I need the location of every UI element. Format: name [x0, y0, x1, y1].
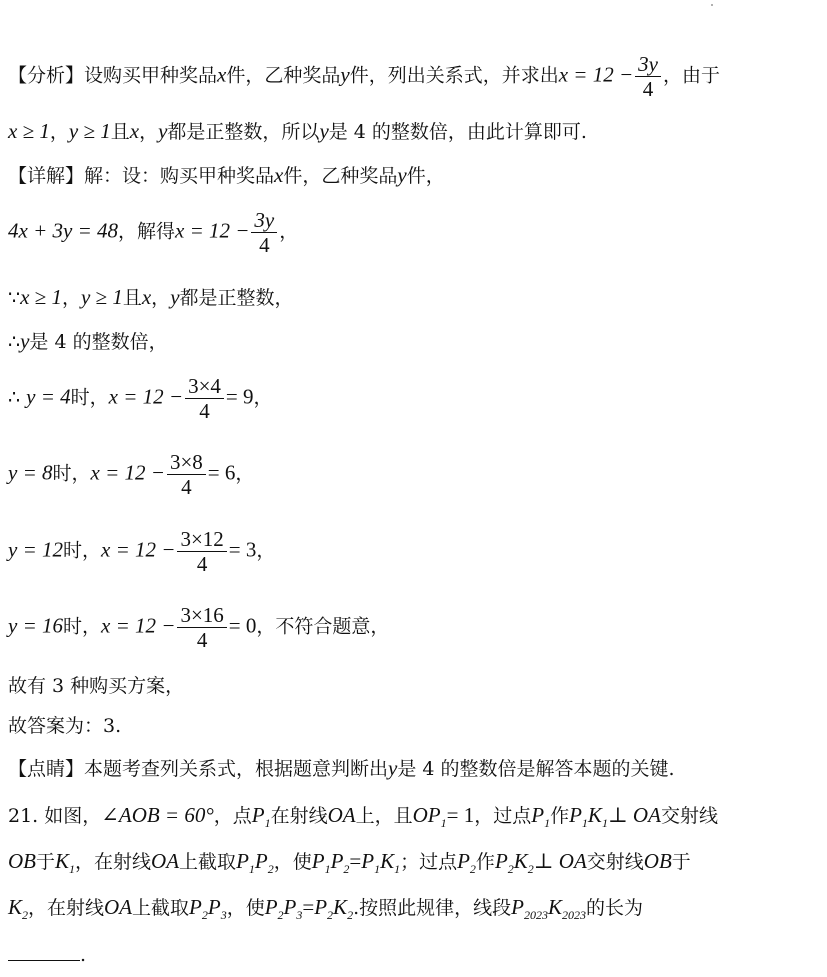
text: 本题考查列关系式，根据题意判断出	[84, 758, 389, 780]
analysis-tag: 【分析】	[8, 64, 85, 87]
text: .按照此规律，线段	[353, 897, 512, 919]
inequality: x ≥ 1	[20, 285, 62, 309]
subscript: 2	[22, 908, 29, 923]
text: 于	[36, 851, 56, 873]
text: .	[80, 944, 87, 966]
ray-oa: OA	[327, 803, 356, 827]
problem-21-line-2	[8, 848, 819, 882]
subscript: 1	[324, 862, 331, 877]
ray-ob: OB	[8, 849, 36, 873]
problem-21-line-3	[8, 894, 819, 928]
symbol: K	[513, 849, 528, 873]
symbol: K	[333, 895, 348, 919]
conclusion-line: 故有 3 种购买方案，	[8, 675, 185, 697]
subscript: 2	[343, 862, 350, 877]
symbol: P	[361, 849, 375, 873]
result: = 9	[225, 384, 254, 409]
var-x: x	[129, 119, 140, 143]
symbol: P	[314, 895, 328, 919]
text: ，在射线	[75, 851, 152, 873]
symbol: P	[207, 895, 221, 919]
segment-p2k2	[314, 895, 354, 923]
equation: x = 12 −	[175, 218, 250, 243]
inequality: y ≥ 1	[80, 285, 123, 309]
subscript: 2	[201, 908, 208, 923]
equals: =	[302, 895, 315, 919]
text: 于	[671, 851, 691, 873]
detail-equation-line	[8, 208, 819, 257]
text: 且	[122, 287, 142, 309]
text: 是 4 的整数倍是解答本题的关键.	[397, 758, 675, 780]
text: ，在射线	[28, 897, 105, 919]
subscript: 1	[581, 816, 588, 831]
symbol: K	[8, 895, 23, 919]
subscript: 1	[544, 816, 551, 831]
result: = 6	[207, 460, 236, 485]
symbol: P	[251, 803, 265, 827]
answer-blank-line	[8, 942, 819, 968]
point-k2	[8, 895, 29, 923]
fraction-numerator: 3y	[635, 52, 661, 77]
text: 时，	[70, 386, 109, 409]
comment-line	[8, 755, 819, 782]
text: 上截取	[132, 897, 190, 919]
subscript: 1	[374, 862, 381, 877]
point-p1	[251, 803, 271, 831]
symbol: P	[457, 849, 470, 873]
case-condition: y = 8	[8, 460, 53, 485]
subscript: 2	[469, 862, 476, 877]
equation: x = 12 −	[108, 384, 184, 409]
fraction-numerator: 3×8	[167, 450, 206, 475]
case-line-2	[8, 450, 819, 499]
subscript: 1	[248, 862, 255, 877]
subscript: 3	[296, 908, 303, 923]
text: ，点	[213, 805, 252, 827]
subscript: 2	[277, 908, 284, 923]
symbol: P	[254, 849, 268, 873]
case-line-4	[8, 603, 819, 652]
point-p2	[457, 849, 476, 877]
text: ，	[151, 287, 171, 309]
fraction	[251, 208, 277, 257]
text: 的长为	[585, 897, 643, 919]
text: ；过点	[400, 851, 458, 873]
result: = 3	[228, 537, 257, 562]
var-x: x	[141, 285, 152, 309]
text: 交射线	[586, 851, 644, 873]
therefore-symbol: ∴	[8, 386, 27, 409]
var-y: y	[397, 163, 407, 187]
fraction-numerator: 3×4	[185, 374, 224, 399]
case-line-3	[8, 527, 819, 576]
text: ，过点	[474, 805, 532, 827]
problem-21-line-1	[8, 802, 819, 836]
text: 件，列出关系式，并求出	[349, 64, 559, 87]
segment-p1k1	[569, 803, 608, 831]
segment-p2p3	[264, 895, 303, 923]
case-condition: y = 4	[26, 384, 71, 409]
fraction-numerator: 3×16	[177, 603, 226, 628]
text: 件，乙种奖品	[226, 64, 341, 87]
text: ，使	[273, 851, 312, 873]
case-condition: y = 12	[8, 537, 63, 562]
symbol: P	[569, 803, 582, 827]
symbol: K	[547, 895, 562, 919]
symbol: P	[283, 895, 297, 919]
fraction-numerator: 3×12	[177, 527, 226, 552]
text: 件，乙种奖品	[283, 165, 398, 187]
segment-p1k1	[361, 849, 401, 877]
text: ，	[235, 462, 255, 485]
answer-line: 故答案为：3.	[8, 715, 122, 737]
subscript: 2	[347, 908, 354, 923]
point-k1	[55, 849, 76, 877]
text: 作	[475, 851, 495, 873]
var-y: y	[388, 756, 398, 780]
fraction-numerator: 3y	[251, 208, 277, 233]
fraction	[167, 450, 206, 499]
text: ，由于	[662, 64, 720, 87]
inequality: x ≥ 1	[8, 119, 50, 143]
segment-p2k2	[494, 849, 534, 877]
fraction-denominator: 4	[196, 552, 208, 576]
symbol: P	[264, 895, 278, 919]
text: ，	[253, 386, 273, 409]
symbol: P	[189, 895, 202, 919]
segment-op1	[412, 803, 447, 831]
text: 上，且	[355, 805, 413, 827]
text: 在射线	[270, 805, 328, 827]
subscript: 2	[267, 862, 274, 877]
var-y: y	[170, 285, 180, 309]
comment-tag: 【点睛】	[8, 758, 85, 780]
segment-p2023k2023	[511, 895, 586, 923]
point-p1	[531, 803, 551, 831]
answer-blank[interactable]	[8, 942, 80, 961]
text: 件，	[406, 165, 445, 187]
symbol: P	[330, 849, 344, 873]
symbol: P	[494, 849, 508, 873]
text: 上截取	[179, 851, 237, 873]
segment-p1p2	[236, 849, 274, 877]
text: 都是正整数，	[179, 287, 294, 309]
equation: x = 12 −	[558, 62, 634, 87]
text: 时，	[52, 462, 91, 485]
text: ，	[49, 121, 69, 143]
equation: 4x + 3y = 48	[8, 218, 118, 243]
subscript: 2023	[561, 908, 586, 923]
inequality: y ≥ 1	[68, 119, 111, 143]
symbol: K	[380, 849, 395, 873]
case-condition: y = 16	[8, 613, 63, 638]
subscript: 2	[327, 908, 334, 923]
ray-ob: OB	[643, 849, 672, 873]
var-y: y	[340, 62, 350, 87]
equation: x = 12 −	[90, 460, 165, 485]
scan-speck	[711, 4, 713, 6]
symbol: P	[531, 803, 545, 827]
fraction-denominator: 4	[642, 77, 654, 101]
subscript: 2	[527, 862, 534, 877]
problem-number: 21. 如图，	[8, 805, 102, 827]
ray-oa: OA	[104, 895, 133, 919]
var-y: y	[319, 119, 329, 143]
therefore-symbol: ∴	[8, 331, 21, 353]
ray-oa: OA	[151, 849, 180, 873]
angle-expression: ∠AOB = 60°	[101, 803, 214, 827]
text: 时，	[63, 615, 102, 638]
subscript: 1	[264, 816, 271, 831]
symbol: P	[511, 895, 524, 919]
text: ，	[61, 287, 81, 309]
subscript: 1	[601, 816, 608, 831]
subscript: 2	[507, 862, 514, 877]
text: 解：设：购买甲种奖品	[84, 165, 275, 187]
because-line	[8, 284, 819, 311]
subscript: 1	[440, 816, 447, 831]
result: = 0	[228, 613, 257, 638]
fraction	[185, 374, 224, 423]
equation: x = 12 −	[101, 537, 176, 562]
symbol: P	[311, 849, 325, 873]
segment-p2p3	[189, 895, 227, 923]
var-y: y	[158, 119, 168, 143]
text: 是 4 的整数倍，	[29, 331, 168, 353]
text: ，	[279, 220, 299, 243]
var-y: y	[20, 329, 30, 353]
case-line-1	[8, 374, 819, 423]
text: 设购买甲种奖品	[84, 64, 218, 87]
text: 时，	[63, 539, 102, 562]
detail-line-1	[8, 162, 819, 189]
fraction-denominator: 4	[196, 628, 208, 652]
perpendicular: ⊥ OA	[607, 803, 661, 827]
detail-tag: 【详解】	[8, 165, 85, 187]
text: 是 4 的整数倍，由此计算即可.	[328, 121, 587, 143]
text: 交射线	[660, 805, 718, 827]
symbol: K	[587, 803, 602, 827]
fraction	[177, 603, 226, 652]
subscript: 1	[69, 862, 76, 877]
var-x: x	[274, 163, 284, 187]
fraction-denominator: 4	[199, 399, 210, 423]
text: ，	[139, 121, 159, 143]
equation: x = 12 −	[101, 613, 176, 638]
therefore-line	[8, 328, 819, 355]
subscript: 1	[394, 862, 401, 877]
equals: =	[349, 849, 362, 873]
subscript: 2023	[523, 908, 548, 923]
text: ，	[256, 539, 276, 562]
text: ，使	[226, 897, 265, 919]
segment-p1p2	[311, 849, 350, 877]
analysis-line-1	[8, 52, 819, 101]
perpendicular: ⊥ OA	[533, 849, 587, 873]
text: ，不符合题意，	[256, 615, 390, 638]
subscript: 3	[220, 908, 227, 923]
text: 且	[110, 121, 130, 143]
fraction	[177, 527, 226, 576]
symbol: K	[55, 849, 70, 873]
text: 都是正整数，所以	[167, 121, 320, 143]
value: = 1	[446, 803, 475, 827]
fraction-denominator: 4	[181, 475, 192, 499]
fraction	[635, 52, 661, 101]
because-symbol: ∵	[8, 287, 21, 309]
symbol: OP	[412, 803, 441, 827]
text: ，解得	[117, 220, 175, 243]
text: 作	[550, 805, 570, 827]
analysis-line-2	[8, 118, 819, 145]
var-x: x	[217, 62, 227, 87]
symbol: P	[236, 849, 249, 873]
fraction-denominator: 4	[259, 233, 270, 257]
